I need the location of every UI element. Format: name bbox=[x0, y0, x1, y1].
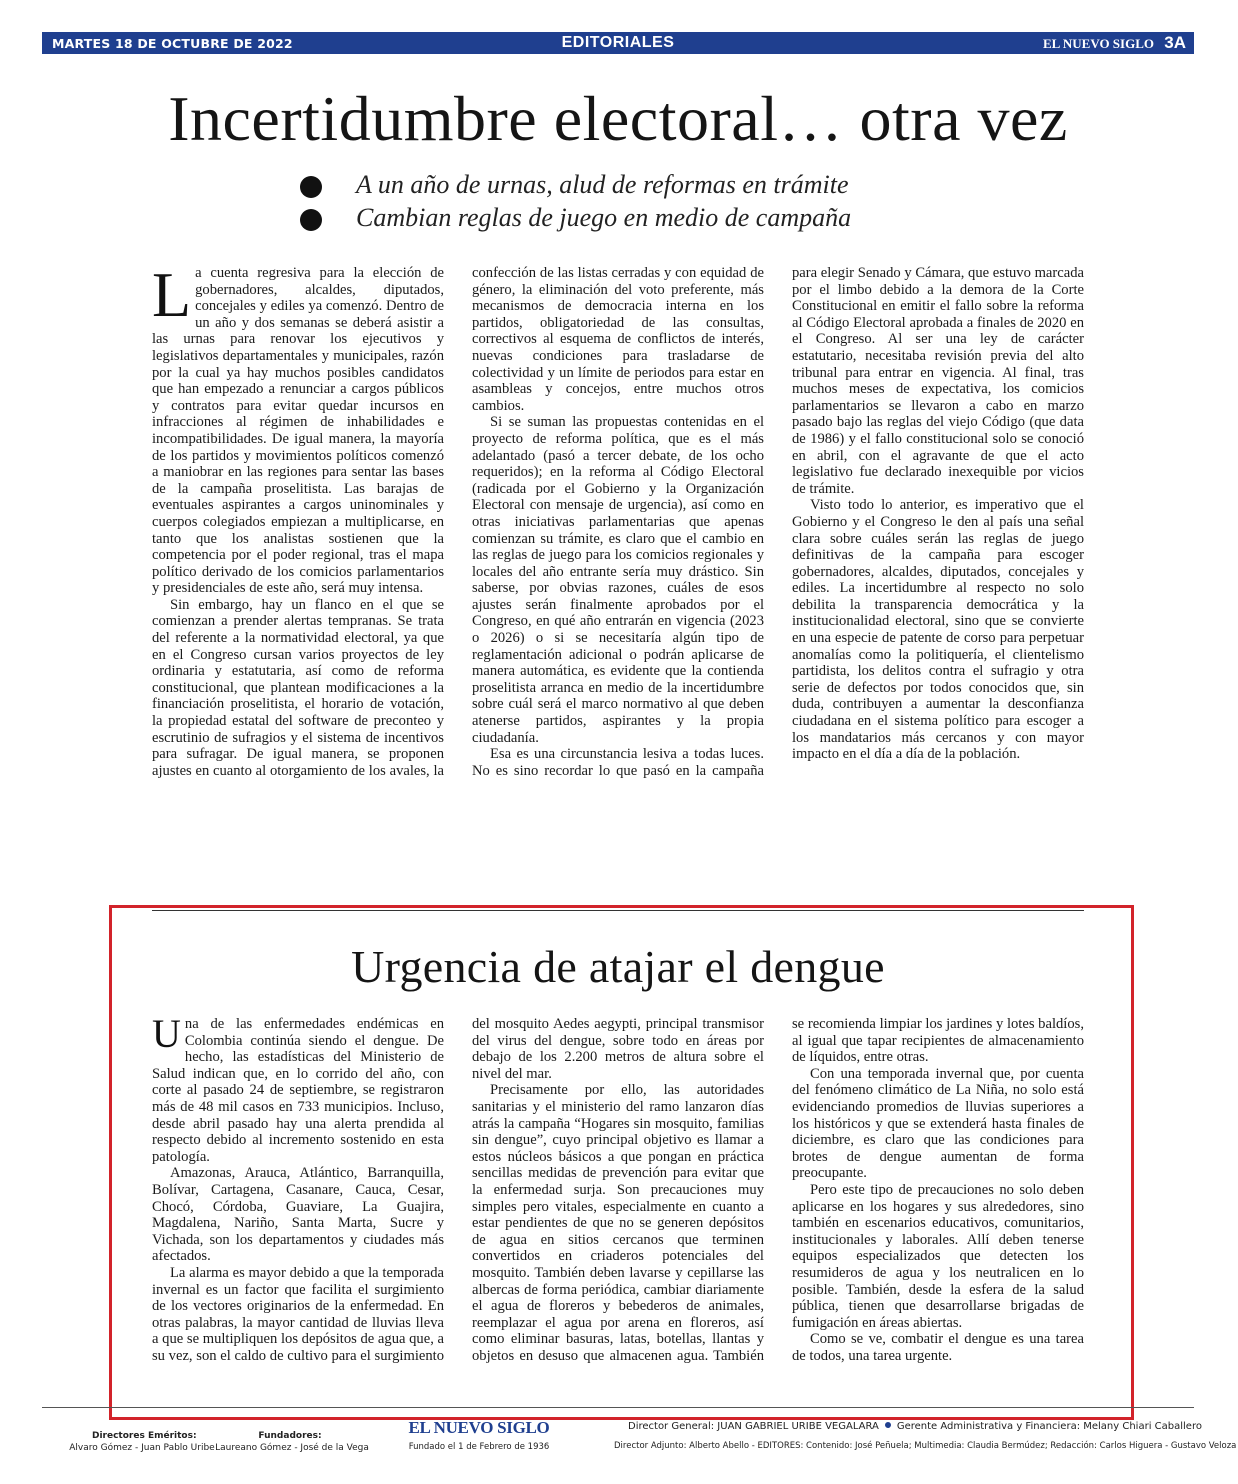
paragraph: Esa es una circunstancia lesiva a todas luces. No es sino recordar lo que pasó en la campaña para elegir Senado y Cámara, que estuvo marcada por el limbo debido a la demora de la Corte Constitucional en emitir el fallo sobre la reforma al Código Electoral aprobada a finales de 2020 en el Congreso. Al ser una ley de carácter estatutario, necesitaba revisión previa del alto tribunal para entrar en vigencia. Al final, tras muchos meses de expectativa, los comicios parlamentarios se llevaron a cabo en marzo pasado bajo las reglas del viejo Código (que data de 1986) y el fallo constitucional solo se conoció en abril, con el agravante de que el acto legislativo fue declarado inexequible por vicios de trámite. bbox=[472, 265, 1084, 779]
header-brand: EL NUEVO SIGLO bbox=[1043, 36, 1154, 51]
director-general: Director General: JUAN GABRIEL URIBE VEGALARA bbox=[628, 1421, 879, 1432]
drop-cap: U bbox=[152, 1011, 181, 1056]
paragraph: Una de las enfermedades endémicas en Colombia continúa siendo el dengue. De hecho, las estadísticas del Ministerio de Salud indican que, en lo corrido del año, con corte al pasado 24 de septiembre, se registraron más de 48 mil casos en 733 municipios. Incluso, desde abril pasado hay una alerta prendida al respecto debido al incremento sostenido en esta patología. bbox=[152, 1011, 444, 1165]
paragraph: Amazonas, Arauca, Atlántico, Barranquilla, Bolívar, Cartagena, Casanare, Cauca, Cesar, Chocó, Córdoba, Guaviare, La Guajira, Magdalena, Nariño, Santa Marta, Sucre y Vichada, son los departamentos y ciudades más afectados. bbox=[152, 1165, 444, 1265]
editorial-2-body bbox=[152, 1011, 1084, 1386]
paragraph: Pero este tipo de precauciones no solo deben aplicarse en los hogares y sus alrededores, sino también en escenarios educativos, comunitarios, institucionales y laborales. Allí deben tenerse equipos especializados que detecten los resumideros de agua y los neutralicen en lo posible. También, desde la esfera de la salud pública, tienen que desarrollarse brigadas de fumigación en áreas abiertas. bbox=[792, 1181, 1084, 1331]
editorial-1-deck bbox=[300, 170, 1000, 236]
issue-date: MARTES 18 DE OCTUBRE DE 2022 bbox=[52, 36, 293, 51]
footer-divider bbox=[42, 1407, 1194, 1408]
directores-names: Alvaro Gómez - Juan Pablo Uribe bbox=[69, 1443, 215, 1453]
credits-line-2: Director Adjunto: Alberto Abello - EDITORES: Contenido: José Peñuela; Multimedia: Claudia Bermúdez; Redacción: Carlos Higuera - Gustavo Veloza bbox=[614, 1441, 1237, 1451]
paragraph: Precisamente por ello, las autoridades sanitarias y el ministerio del ramo lanzaron días atrás la campaña “Hogares sin mosquito, familias sin dengue”, cuyo principal objetivo es llamar a estos núcleos básicos a que pongan en práctica sencillas medidas de prevención para evitar que la enfermedad surja. Son precauciones muy simples pero vitales, especialmente en cuanto a estar pendientes de que no se generen depósitos de agua en sitios cercanos que terminen convertidos en criaderos potenciales del mosquito. También deben lavarse y cepillarse las albercas de forma periódica, cambiar diariamente el agua de floreros y bebederos de animales, reemplazar el agua por arena en floreros, así como eliminar basuras, latas, botellas, llantas y objetos en desuso que almacenen agua. También se recomienda limpiar los jardines y lotes baldíos, al igual que tapar recipientes de almacenamiento de líquidos, entre otras. bbox=[472, 1016, 1084, 1364]
paragraph: Visto todo lo anterior, es imperativo que el Gobierno y el Congreso le den al país una señal clara sobre cuáles serán las reglas de juego definitivas de la campaña para escoger gobernadores, alcaldes, diputados, concejales y ediles. La incertidumbre al respecto no solo debilita la transparencia democrática y la institucionalidad electoral, sino que se convierte en una especie de patente de corso para perpetuar anomalías como la politiquería, el clientelismo partidista, los delitos contra el sufragio y otra serie de defectos por todos conocidos que, sin duda, contribuyen a aumentar la desconfianza ciudadana en el sistema político para escoger a los mandatarios más cercanos y con mayor impacto en el día a día de la población. bbox=[792, 497, 1084, 763]
paragraph: Como se ve, combatir el dengue es una tarea de todos, una tarea urgente. bbox=[792, 1331, 1084, 1364]
editorial-1-title: Incertidumbre electoral… otra vez bbox=[168, 83, 1068, 154]
paragraph: Si se suman las propuestas contenidas en el proyecto de reforma política, que es el más adelantado (pasó a tercer debate, de los ocho requeridos); en la reforma al Código Electoral (radicada por el Gobierno y la Organización Electoral con mensaje de urgencia), así como en otras iniciativas parlamentarias que apenas comienzan su trámite, es claro que el cambio en las reglas de juego para los comicios regionales y locales del año entrante sería muy drástico. Sin saberse, por obvias razones, cuáles de esos ajustes serán finalmente aprobados por el Congreso, en qué año entrarán en vigencia (2023 o 2026) o si se necesitaría algún tipo de reglamentación adicional o podrán aplicarse de manera automática, es evidente que la contienda proselitista arranca en medio de la incertidumbre sobre cuál será el marco normativo al que deben atenerse partidos, aspirantes y la propia ciudadanía. bbox=[472, 414, 764, 746]
page-number: 3A bbox=[1164, 33, 1186, 52]
paragraph: Con una temporada invernal que, por cuenta del fenómeno climático de La Niña, no solo está evidenciando promedios de lluvias superiores a los históricos y que se extenderá hasta finales de diciembre, es claro que las condiciones para brotes de dengue aumentan de forma preocupante. bbox=[792, 1065, 1084, 1182]
paragraph: La cuenta regresiva para la elección de gobernadores, alcaldes, diputados, concejales y ediles ya comenzó. Dentro de un año y dos semanas se deberá asistir a las urnas para renovar los ejecutivos y legislativos departamentales y municipales, razón por la cual ya hay muchos posibles candidatos que han empezado a renunciar a cargos públicos y contratos para evitar quedar incursos en infracciones al régimen de inhabilidades e incompatibilidades. De igual manera, la mayoría de los partidos y movimientos políticos comenzó a maniobrar en las regiones para sentar las bases de la campaña proselitista. Las barajas de eventuales aspirantes a cargos uninominales y cuerpos colegiados empiezan a multiplicarse, en tanto que los analistas sostienen que la competencia por el poder regional, tras el mapa político derivado de los comicios parlamentarios y presidenciales de este año, será muy intensa. bbox=[152, 259, 444, 597]
founded-note: Fundado el 1 de Febrero de 1936 bbox=[408, 1442, 550, 1452]
deck-line-2: Cambian reglas de juego en medio de campaña bbox=[300, 203, 1000, 236]
credits-line-1 bbox=[628, 1421, 1202, 1432]
section-title: EDITORIALES bbox=[561, 34, 675, 51]
paragraph: Sin embargo, hay un flanco en el que se comienzan a prender alertas tempranas. Se trata del referente a la normatividad electoral, ya que en el Congreso cursan varios proyectos de ley ordinaria y estatutaria, así como de reforma constitucional, que plantean modificaciones a la financiación proselitista, el horario de votación, la propiedad estatal del software de preconteo y escrutinio de sufragios y el sistema de incentivos para sufragar. De igual manera, se proponen ajustes en cuanto al otorgamiento de los avales, la confección de las listas cerradas y con equidad de género, la eliminación del voto preferente, más mecanismos de democracia interna en los partidos, obligatoriedad de las consultas, correctivos al esquema de conflictos de interés, nuevas condiciones para trasladarse de colectividad y un límite de periodos para estar en asambleas y concejos, entre muchos otros cambios. bbox=[152, 265, 764, 779]
page-header-bar bbox=[42, 32, 1194, 54]
deck-line-1: A un año de urnas, alud de reformas en trámite bbox=[300, 170, 1000, 203]
bullet-icon bbox=[885, 1422, 891, 1428]
paragraph: La alarma es mayor debido a que la temporada invernal es un factor que facilita el surgimiento de los vectores originarios de la enfermedad. En otras palabras, la mayor cantidad de lluvias lleva a que se multipliquen los depósitos de agua que, a su vez, son el caldo de cultivo para el surgimiento del mosquito Aedes aegypti, principal transmisor del virus del dengue, sobre todo en áreas por debajo de los 2.200 metros de altura sobre el nivel del mar. bbox=[152, 1016, 764, 1364]
editorial-2-title: Urgencia de atajar el dengue bbox=[351, 941, 885, 992]
fundadores-names: Laureano Gómez - José de la Vega bbox=[215, 1443, 369, 1453]
bullet-icon bbox=[300, 209, 322, 231]
directores-label: Directores Eméritos: bbox=[92, 1431, 197, 1441]
bullet-icon bbox=[300, 176, 322, 198]
drop-cap: L bbox=[152, 259, 192, 330]
gerente: Gerente Administrativa y Financiera: Melany Chiari Caballero bbox=[896, 1421, 1202, 1432]
editorial-1-body bbox=[152, 259, 1084, 885]
fundadores-label: Fundadores: bbox=[258, 1431, 322, 1441]
masthead-logo: EL NUEVO SIGLO bbox=[408, 1418, 550, 1437]
